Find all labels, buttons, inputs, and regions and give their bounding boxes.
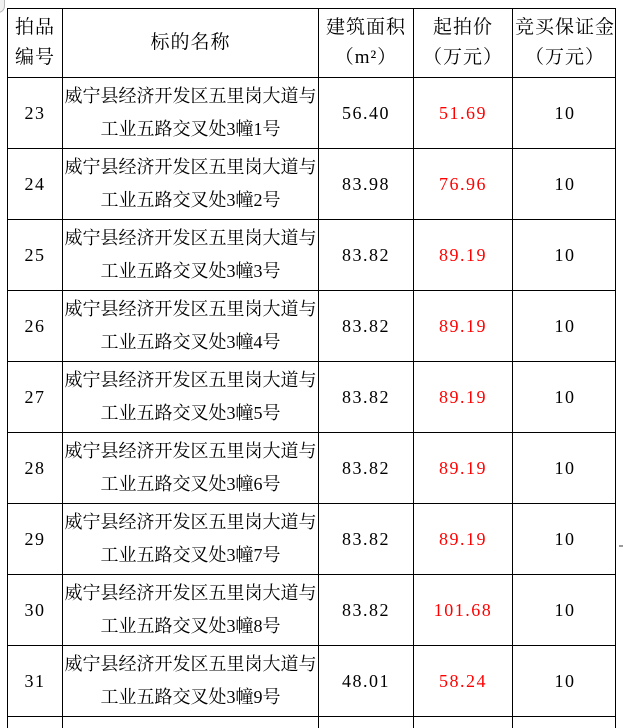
header-label: 编号 <box>14 47 55 68</box>
cell-area: 83.82 <box>319 504 414 575</box>
cell-name <box>63 220 319 291</box>
cell-price: 58.24 <box>414 646 513 717</box>
header-label: 拍品 <box>14 17 55 38</box>
header-cell-item-no <box>8 9 63 78</box>
table-row <box>8 433 615 504</box>
lot-address-line1: 威宁县经济开发区五里岗大道与 <box>64 441 317 461</box>
cell-item-no <box>8 717 63 728</box>
cell-deposit: 10 <box>513 362 616 433</box>
cell-price: 89.19 <box>414 362 513 433</box>
table-row <box>8 149 615 220</box>
cell-price: 89.19 <box>414 220 513 291</box>
cell-item-no: 30 <box>8 575 63 646</box>
cell-name <box>63 717 319 728</box>
cell-name <box>63 149 319 220</box>
header-cell-price <box>414 9 513 78</box>
cell-area: 56.40 <box>319 78 414 149</box>
table-row <box>8 362 615 433</box>
cell-deposit: 10 <box>513 504 616 575</box>
cell-price: 89.19 <box>414 504 513 575</box>
cell-area: 83.82 <box>319 433 414 504</box>
cell-area: 83.98 <box>319 149 414 220</box>
lot-address-line2: 工业五路交叉处3幢5号 <box>100 403 281 423</box>
header-cell-deposit <box>513 9 616 78</box>
cell-area: 83.82 <box>319 220 414 291</box>
cell-item-no: 25 <box>8 220 63 291</box>
lot-address-line1: 威宁县经济开发区五里岗大道与 <box>64 86 317 106</box>
cell-price: 76.96 <box>414 149 513 220</box>
header-cell-area <box>319 9 414 78</box>
lot-address-line2: 工业五路交叉处3幢4号 <box>100 332 281 352</box>
lot-address-line1: 威宁县经济开发区五里岗大道与 <box>64 299 317 319</box>
lot-address-line2: 工业五路交叉处3幢9号 <box>100 687 281 707</box>
table-row-partial <box>8 717 615 728</box>
cell-area: 83.82 <box>319 291 414 362</box>
cell-item-no: 24 <box>8 149 63 220</box>
cell-price: 101.68 <box>414 575 513 646</box>
cell-item-no: 26 <box>8 291 63 362</box>
cell-item-no: 27 <box>8 362 63 433</box>
table-row <box>8 504 615 575</box>
cell-deposit: 10 <box>513 433 616 504</box>
auction-lots-table <box>7 8 616 728</box>
lot-address-line1: 威宁县经济开发区五里岗大道与 <box>64 583 317 603</box>
cell-item-no: 29 <box>8 504 63 575</box>
cell-name <box>63 575 319 646</box>
cell-price <box>414 717 513 728</box>
cell-name <box>63 646 319 717</box>
cell-name <box>63 291 319 362</box>
cell-name <box>63 504 319 575</box>
cell-deposit: 10 <box>513 575 616 646</box>
cell-deposit: 10 <box>513 149 616 220</box>
lot-address-line1: 威宁县经济开发区五里岗大道与 <box>64 654 317 674</box>
lot-address-line1: 威宁县经济开发区五里岗大道与 <box>64 228 317 248</box>
table-row <box>8 575 615 646</box>
cell-deposit: 10 <box>513 78 616 149</box>
header-label: （万元） <box>524 47 605 68</box>
lot-address-line2: 工业五路交叉处3幢3号 <box>100 261 281 281</box>
header-label: 起拍价 <box>432 17 493 38</box>
cell-area: 48.01 <box>319 646 414 717</box>
table-row <box>8 646 615 717</box>
cell-area: 83.82 <box>319 575 414 646</box>
header-cell-name <box>63 9 319 78</box>
cell-item-no: 23 <box>8 78 63 149</box>
table-row <box>8 291 615 362</box>
cell-item-no: 28 <box>8 433 63 504</box>
lot-address-line2: 工业五路交叉处3幢2号 <box>100 190 281 210</box>
cell-name <box>63 78 319 149</box>
table-header-row <box>8 9 615 78</box>
lot-address-line2: 工业五路交叉处3幢6号 <box>100 474 281 494</box>
cell-deposit: 10 <box>513 646 616 717</box>
cell-item-no: 31 <box>8 646 63 717</box>
table-body <box>8 78 615 717</box>
cell-name <box>63 433 319 504</box>
cell-area <box>319 717 414 728</box>
header-label: 竞买保证金 <box>514 17 615 38</box>
cell-price: 89.19 <box>414 433 513 504</box>
table-row <box>8 78 615 149</box>
header-label: 建筑面积 <box>325 17 406 38</box>
header-label: 标的名称 <box>150 32 231 53</box>
lot-address-line1: 威宁县经济开发区五里岗大道与 <box>64 512 317 532</box>
cell-deposit <box>513 717 616 728</box>
cell-deposit: 10 <box>513 220 616 291</box>
lot-address-line2: 工业五路交叉处3幢8号 <box>100 616 281 636</box>
cell-price: 89.19 <box>414 291 513 362</box>
lot-address-line2: 工业五路交叉处3幢1号 <box>100 119 281 139</box>
scrollbar-fragment <box>0 0 5 13</box>
lot-address-line2: 工业五路交叉处3幢7号 <box>100 545 281 565</box>
edge-mark-artifact <box>619 545 623 547</box>
cell-deposit: 10 <box>513 291 616 362</box>
cell-price: 51.69 <box>414 78 513 149</box>
lot-address-line1: 威宁县经济开发区五里岗大道与 <box>64 157 317 177</box>
cell-area: 83.82 <box>319 362 414 433</box>
cell-name <box>63 362 319 433</box>
lot-address-line1: 威宁县经济开发区五里岗大道与 <box>64 370 317 390</box>
header-label: （万元） <box>422 47 503 68</box>
table-row <box>8 220 615 291</box>
header-label: （m²） <box>334 47 398 68</box>
